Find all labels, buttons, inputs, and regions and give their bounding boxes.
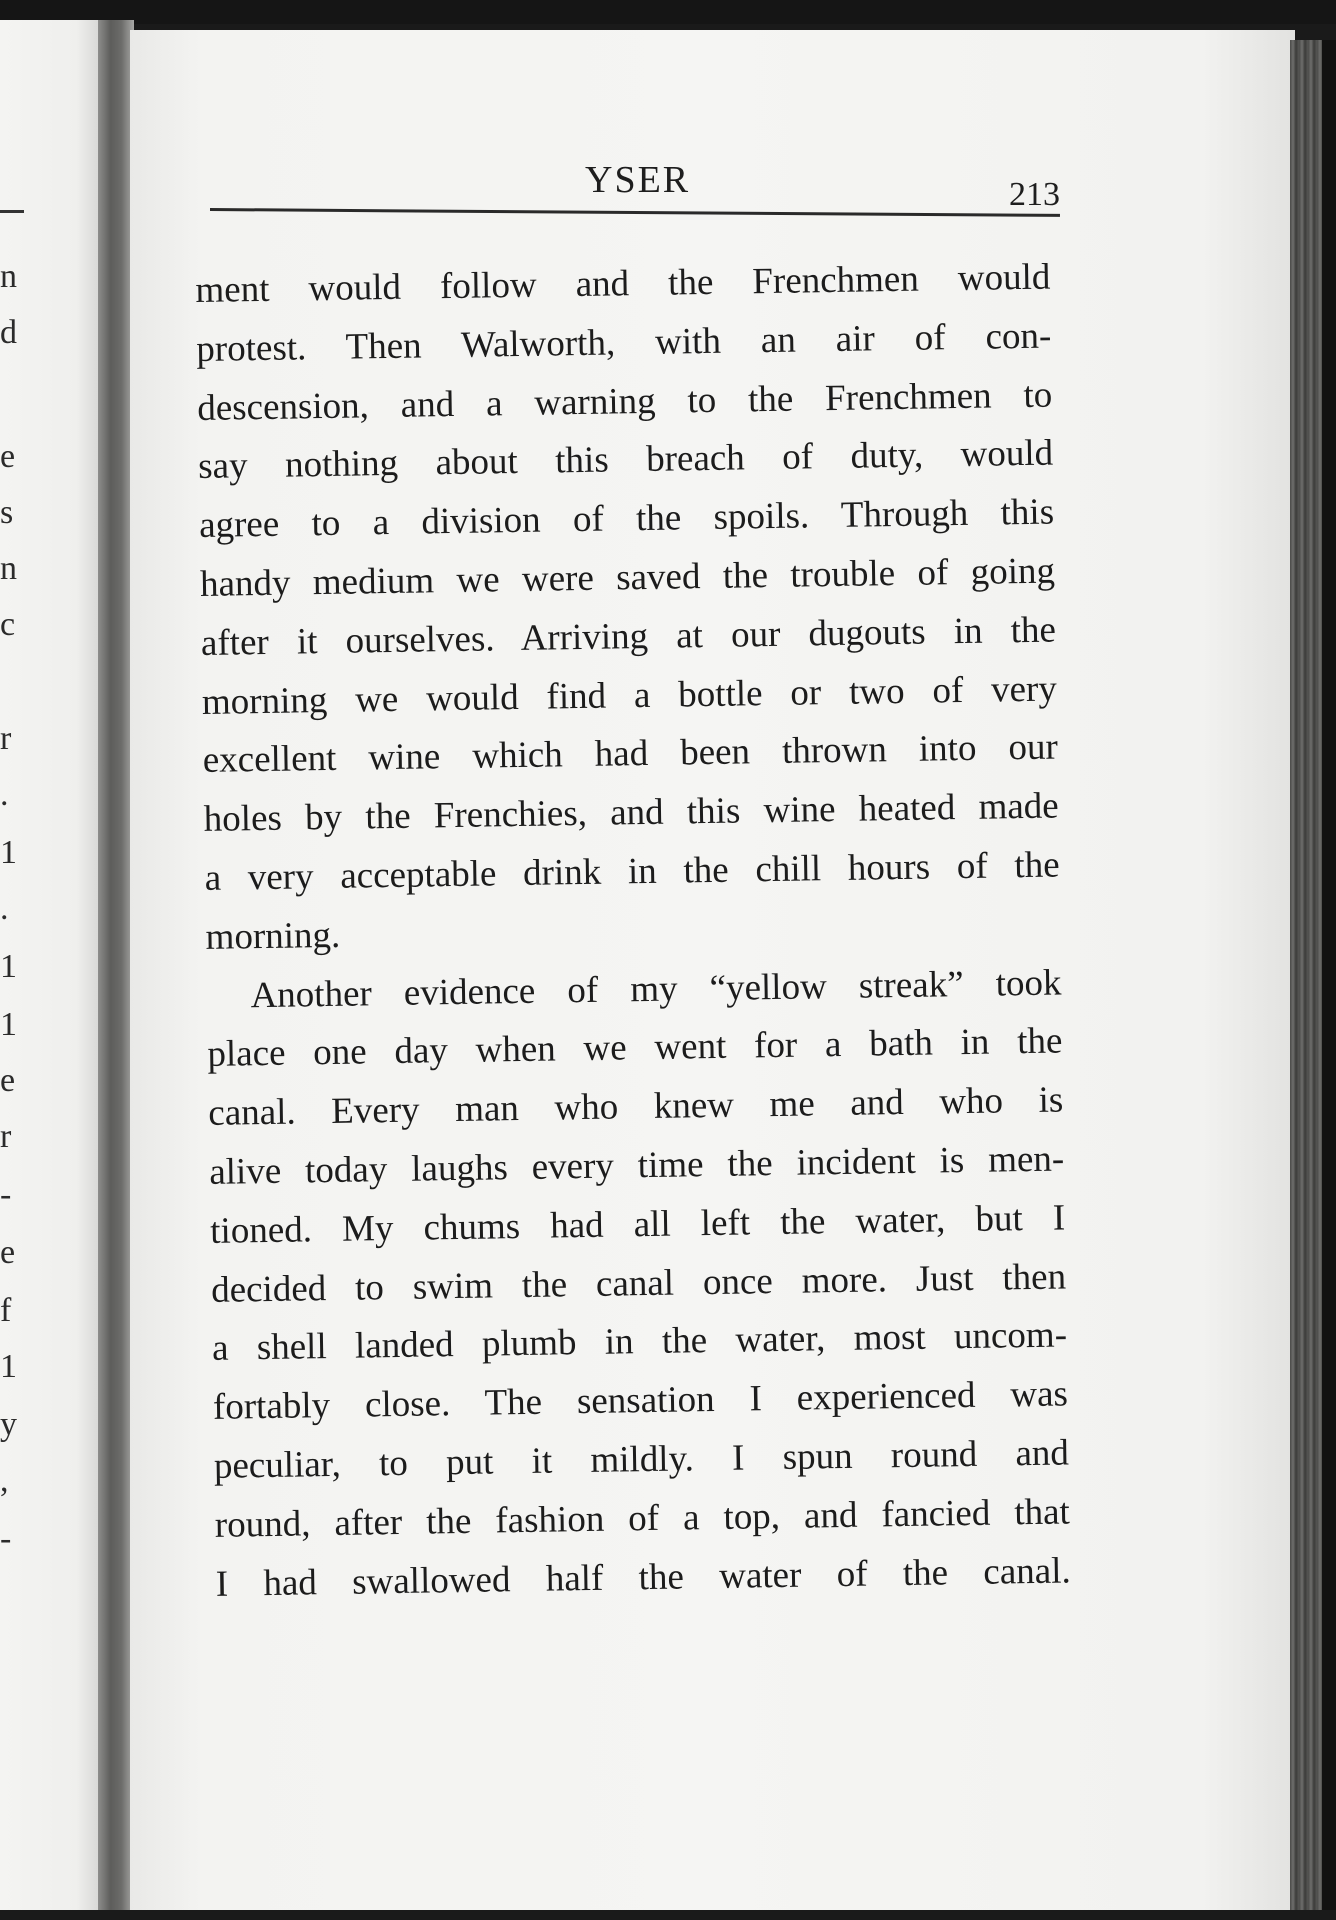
text-line: after it ourselves. Arriving at our dugouts in the	[200, 609, 1057, 664]
fragment: r	[0, 1118, 12, 1155]
fragment: n	[0, 550, 17, 587]
text-line: ment would follow and the Frenchmen would	[195, 256, 1051, 311]
fragment: 1	[0, 1006, 17, 1043]
text-line: round, after the fashion of a top, and fancied that	[214, 1491, 1071, 1546]
fragment: d	[0, 314, 17, 351]
text-line: decided to swim the canal once more. Just then	[210, 1255, 1067, 1311]
fragment: e	[0, 438, 16, 475]
text-line: peculiar, to put it mildly. I spun round and	[213, 1432, 1070, 1487]
fragment: 1	[0, 1348, 17, 1385]
fragment: c	[0, 606, 16, 643]
paragraph	[195, 249, 1061, 968]
header-rule	[210, 208, 1060, 217]
scan-right-border	[1322, 40, 1336, 1910]
fragment: 1	[0, 834, 17, 871]
text-line: a very acceptable drink in the chill hours of the	[204, 844, 1060, 899]
fragment: e	[0, 1062, 16, 1099]
text-line: canal. Every man who knew me and who is	[208, 1079, 1064, 1135]
text-line: descension, and a warning to the Frenchmen to	[196, 374, 1053, 429]
body-text	[195, 249, 1071, 1615]
fragment: s	[0, 494, 14, 531]
text-line: a shell landed plumb in the water, most uncom-	[211, 1314, 1068, 1370]
paragraph	[206, 954, 1071, 1614]
fragment: y	[0, 1406, 17, 1443]
text-line: agree to a division of the spoils. Through this	[198, 491, 1055, 547]
text-line: holes by the Frenchies, and this wine heated made	[203, 785, 1059, 841]
text-line: tioned. My chums had all left the water, but I	[209, 1197, 1066, 1252]
fragment: -	[0, 1520, 12, 1557]
fragment: r	[0, 720, 12, 757]
fragment: n	[0, 258, 17, 295]
fragment: .	[0, 890, 9, 927]
text-line: say nothing about this breach of duty, would	[197, 432, 1054, 488]
facing-page-text-fragments	[0, 20, 40, 1910]
text-line: place one day when we went for a bath in the	[207, 1020, 1063, 1076]
fragment: .	[0, 776, 9, 813]
scan-top-border	[0, 0, 1336, 24]
fragment: -	[0, 1176, 12, 1213]
text-line: fortably close. The sensation I experienced was	[212, 1373, 1069, 1428]
fragment: 1	[0, 948, 17, 985]
fragment: f	[0, 1292, 12, 1329]
text-line: excellent wine which had been thrown into our	[202, 726, 1059, 782]
text-line: I had swallowed half the water of the canal.	[215, 1549, 1071, 1605]
text-line: morning we would find a bottle or two of very	[201, 668, 1058, 723]
running-title: YSER	[585, 159, 691, 201]
fragment: e	[0, 1234, 16, 1271]
text-line: alive today laughs every time the incident is men-	[208, 1138, 1065, 1193]
text-line: Another evidence of my “yellow streak” took	[250, 962, 1062, 1016]
fragment: ,	[0, 1462, 9, 1499]
text-line: morning.	[205, 914, 341, 958]
book-gutter	[98, 20, 134, 1910]
running-head	[210, 158, 1060, 218]
text-line: protest. Then Walworth, with an air of con-	[196, 315, 1052, 370]
page-number: 213	[1009, 176, 1060, 213]
text-line: handy medium we were saved the trouble of going	[199, 550, 1056, 605]
facing-page-left	[0, 20, 110, 1910]
